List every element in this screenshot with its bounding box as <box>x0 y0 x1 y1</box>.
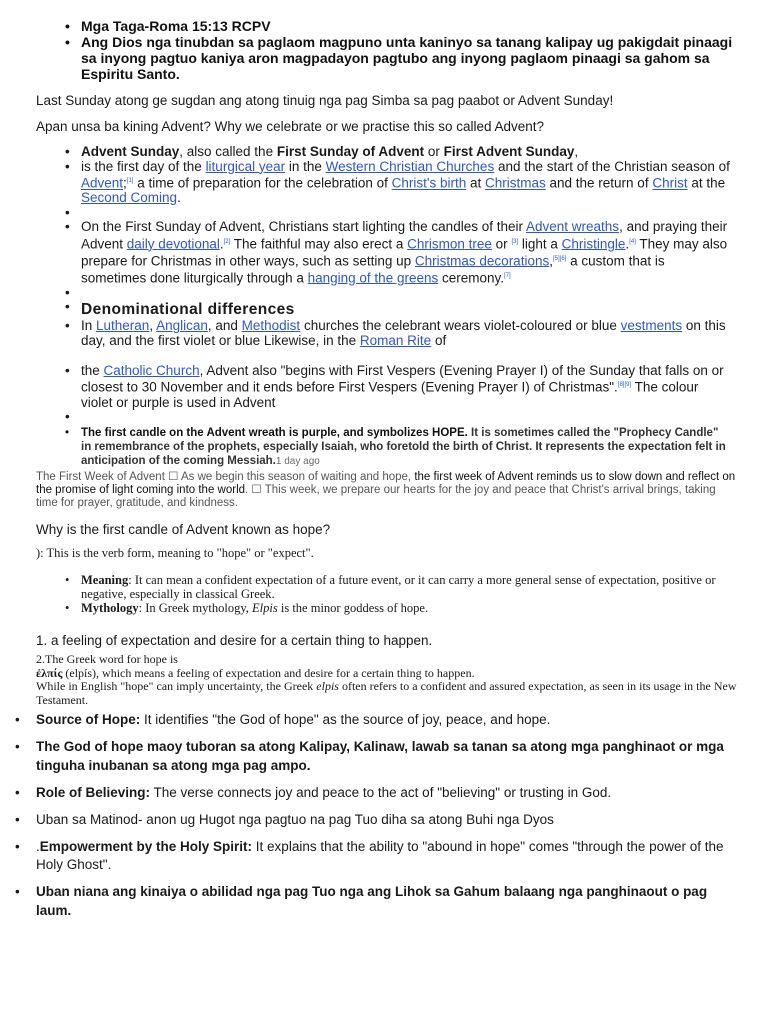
list-item: • Uban niana ang kinaiya o abilidad nga pag Tuo nga ang Lihok sa Gahum balaang nga panghinaout o pag laum. <box>36 883 736 920</box>
verse-text: • Ang Dios nga tinubdan sa paglaom magpuno unta kaninyo sa tanang kalipay ug pakigdait pinaagi sa inyong pagtuo kaniya aron magpadayon pagtubo ang inyong paglaom pinaagi sa gahom sa Espiritu Santo. <box>81 34 741 82</box>
link-hanging-greens[interactable]: hanging of the greens <box>307 270 439 285</box>
link-liturgical-year[interactable]: liturgical year <box>205 158 286 174</box>
link-catholic-church[interactable]: Catholic Church <box>103 363 200 378</box>
hope-question: Why is the first candle of Advent known as hope? <box>36 522 331 537</box>
list-item: • Advent Sunday, also called the First Sunday of Advent or First Advent Sunday, <box>81 145 731 160</box>
list-item: • The first candle on the Advent wreath is purple, and symbolizes HOPE. It is sometimes called the "Prophecy Candle" in remembrance of the prophets, especially Isaiah, who foretold the birth of Christ. It represents the expectation felt in anticipation of the coming Messiah.1 day ago <box>81 426 731 469</box>
intro-line-2: Apan unsa ba kining Advent? Why we celebrate or we practise this so called Advent? <box>36 119 545 134</box>
list-item <box>81 300 731 319</box>
greek-word: ἐλπίς <box>36 665 63 680</box>
link-advent[interactable]: Advent <box>81 175 124 191</box>
list-item: • Mythology: In Greek mythology, Elpis is the minor goddess of hope. <box>81 601 731 615</box>
greek-word-paragraph: 2.The Greek word for hope is ἐλπίς (elpís), which means a feeling of expectation and desire for a certain thing to happen. While in English "hope" can imply uncertainty, the Greek elpis often refers to a confident and assured expectation, as seen in its usage in the New Testament. <box>36 652 737 707</box>
link-chrismon-tree[interactable]: Chrismon tree <box>407 236 492 251</box>
citation-link[interactable]: [4] <box>629 238 636 245</box>
list-item: • the Catholic Church, Advent also "begins with First Vespers (Evening Prayer I) of the Sunday that falls on or closest to 30 November and it ends before First Vespers (Evening Prayer I) of Christmas".[8][9] The colour violet or purple is used in Advent <box>81 363 731 410</box>
link-methodist[interactable]: Methodist <box>241 318 301 333</box>
citation-link[interactable]: [8][9] <box>617 382 632 388</box>
link-christmas[interactable]: Christmas <box>484 175 546 191</box>
citation-link[interactable]: [2] <box>223 238 231 245</box>
link-vestments[interactable]: vestments <box>620 318 683 333</box>
link-christmas-decorations[interactable]: Christmas decorations <box>414 253 550 268</box>
link-lutheran[interactable]: Lutheran <box>96 318 150 333</box>
list-item: • In Lutheran, Anglican, and Methodist churches the celebrant wears violet-coloured or blue vestments on this day, and the first violet or blue Likewise, in the Roman Rite of <box>81 319 731 348</box>
link-christ[interactable]: Christ <box>652 175 688 191</box>
list-item: • is the first day of the liturgical year in the Western Christian Churches and the start of the Christian season of Advent;[1] a time of preparation for the celebration of Christ's birth at Christmas and the return of Christ at the Second Coming. <box>81 160 731 206</box>
list-item-empty <box>81 410 731 425</box>
link-anglican[interactable]: Anglican <box>156 318 208 333</box>
verb-form-note: ): This is the verb form, meaning to "hope" or "expect". <box>36 546 314 560</box>
link-second-coming[interactable]: Second Coming <box>81 190 178 205</box>
section-heading-denominational: Denominational differences <box>81 301 295 318</box>
first-week-paragraph: The First Week of Advent ☐ As we begin this season of waiting and hope, the first week of Advent reminds us to slow down and reflect on the promise of light coming into the world. ☐ This week, we prepare our hearts for the joy and peace that Christ's arrival brings, taking time for prayer, gratitude, and kindness. <box>36 471 736 509</box>
list-item: • Role of Believing: The verse connects joy and peace to the act of "believing" or trusting in God. <box>36 784 736 803</box>
timestamp: 1 day ago <box>275 456 320 467</box>
link-christs-birth[interactable]: Christ's birth <box>391 175 467 191</box>
list-item-empty <box>81 286 731 301</box>
verse-reference: • Mga Taga-Roma 15:13 RCPV <box>81 18 741 34</box>
link-western-churches[interactable]: Western Christian Churches <box>325 158 495 174</box>
advent-list <box>81 145 731 469</box>
citation-link[interactable]: [1] <box>126 178 134 184</box>
link-roman-rite[interactable]: Roman Rite <box>359 332 432 348</box>
reflection-list <box>36 711 736 929</box>
numbered-item-1: 1. a feeling of expectation and desire for a certain thing to happen. <box>36 633 433 648</box>
list-item: • The God of hope maoy tuboran sa atong Kalipay, Kalinaw, lawab sa tanan sa atong mga panghinaot or mga tinguha inubanan sa atong mga pag ampo. <box>36 738 736 775</box>
link-daily-devotional[interactable]: daily devotional <box>126 236 220 251</box>
meaning-list <box>81 573 731 615</box>
link-christingle[interactable]: Christingle <box>561 236 626 251</box>
list-item: • .Empowerment by the Holy Spirit: It explains that the ability to "abound in hope" comes "through the power of the Holy Ghost". <box>36 838 736 875</box>
list-item: • Uban sa Matinod- anon ug Hugot nga pagtuo na pag Tuo diha sa atong Buhi nga Dyos <box>36 811 736 830</box>
list-item: • On the First Sunday of Advent, Christians start lighting the candles of their Advent wreaths, and praying their Advent daily devotional.[2] The faithful may also erect a Chrismon tree or [3] light a Christingle.[4] They may also prepare for Christmas in other ways, such as setting up Christmas decorations,[5][6] a custom that is sometimes done liturgically through a hanging of the greens ceremony.[7] <box>81 220 731 286</box>
list-item: • Source of Hope: It identifies "the God of hope" as the source of joy, peace, and hope. <box>36 711 736 730</box>
citation-link[interactable]: [3] <box>511 238 519 245</box>
link-advent-wreaths[interactable]: Advent wreaths <box>526 219 620 234</box>
citation-link[interactable]: [7] <box>504 272 511 279</box>
intro-line-1: Last Sunday atong ge sugdan ang atong tinuig nga pag Simba sa pag paabot or Advent Sunday! <box>36 93 614 108</box>
list-item-empty <box>81 206 731 221</box>
verse-header <box>81 18 741 82</box>
citation-link[interactable]: [5][6] <box>552 255 567 262</box>
list-item: • Meaning: It can mean a confident expectation of a future event, or it can carry a more general sense of expectation, positive or negative, especially in classical Greek. <box>81 573 731 601</box>
